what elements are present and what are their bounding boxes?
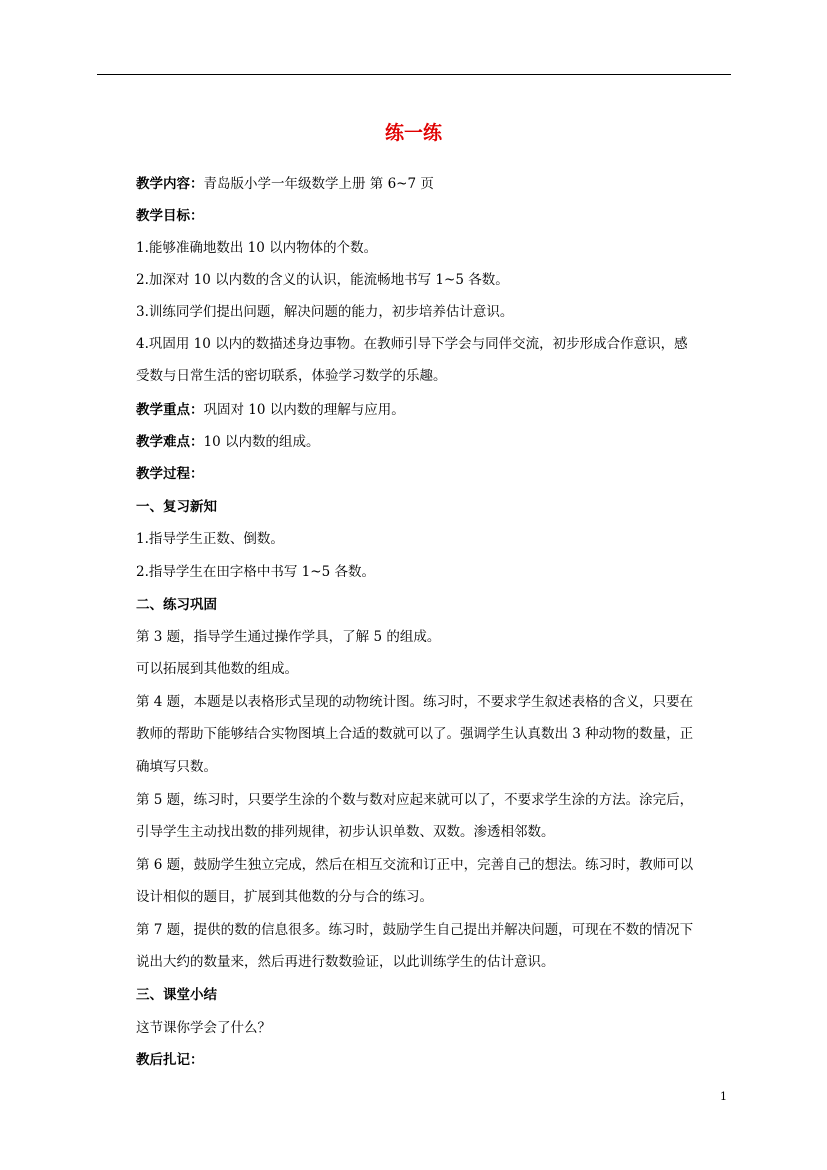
notes-heading: 教后扎记： bbox=[136, 1052, 204, 1068]
goal-item: 1.能够准确地数出 10 以内物体的个数。 bbox=[136, 240, 378, 256]
content-label: 教学内容： bbox=[136, 176, 204, 192]
key-point-label: 教学重点： bbox=[136, 402, 204, 418]
header-rule bbox=[97, 74, 731, 75]
key-point-value: 巩固对 10 以内数的理解与应用。 bbox=[203, 402, 405, 418]
document-title: 练一练 bbox=[384, 122, 442, 144]
process-heading: 教学过程： bbox=[136, 466, 204, 482]
section2-line: 教师的帮助下能够结合实物图填上合适的数就可以了。强调学生认真数出 3 种动物的数量，正 bbox=[136, 726, 694, 742]
section1-item: 2.指导学生在田字格中书写 1~5 各数。 bbox=[136, 564, 375, 580]
goal-item: 3.训练同学们提出问题，解决问题的能力，初步培养估计意识。 bbox=[136, 304, 514, 320]
difficulty-value: 10 以内数的组成。 bbox=[203, 434, 320, 450]
content-value: 青岛版小学一年级数学上册 第 6~7 页 bbox=[203, 176, 434, 192]
section2-line: 引导学生主动找出数的排列规律，初步认识单数、双数。渗透相邻数。 bbox=[136, 824, 555, 840]
goal-item: 2.加深对 10 以内数的含义的认识，能流畅地书写 1~5 各数。 bbox=[136, 272, 509, 288]
page-number: 1 bbox=[720, 1090, 727, 1103]
section2-line: 第 6 题，鼓励学生独立完成，然后在相互交流和订正中，完善自己的想法。练习时，教师可以 bbox=[136, 857, 694, 873]
section2-line: 说出大约的数量来，然后再进行数数验证，以此训练学生的估计意识。 bbox=[136, 954, 555, 970]
difficulty-line bbox=[136, 432, 736, 452]
goals-heading: 教学目标： bbox=[136, 208, 204, 224]
section2-line: 第 7 题，提供的数的信息很多。练习时，鼓励学生自己提出并解决问题，可现在不数的情况下 bbox=[136, 922, 694, 938]
section3-line: 这节课你学会了什么？ bbox=[136, 1020, 271, 1036]
section2-line: 第 5 题，练习时，只要学生涂的个数与数对应起来就可以了，不要求学生涂的方法。涂完后， bbox=[136, 792, 694, 808]
section2-line: 第 4 题，本题是以表格形式呈现的动物统计图。练习时，不要求学生叙述表格的含义，只要在 bbox=[136, 694, 694, 710]
goal-item-continued: 受数与日常生活的密切联系，体验学习数学的乐趣。 bbox=[136, 368, 447, 384]
section2-line: 确填写只数。 bbox=[136, 759, 217, 775]
section2-line: 第 3 题，指导学生通过操作学具，了解 5 的组成。 bbox=[136, 629, 441, 645]
section1-heading: 一、复习新知 bbox=[136, 499, 217, 515]
goal-item: 4.巩固用 10 以内的数描述身边事物。在教师引导下学会与同伴交流，初步形成合作意识，感 bbox=[136, 336, 688, 352]
section2-heading: 二、练习巩固 bbox=[136, 597, 217, 613]
section2-line: 可以拓展到其他数的组成。 bbox=[136, 661, 298, 677]
section3-heading: 三、课堂小结 bbox=[136, 987, 217, 1003]
section2-line: 设计相似的题目，扩展到其他数的分与合的练习。 bbox=[136, 889, 433, 905]
section1-item: 1.指导学生正数、倒数。 bbox=[136, 531, 284, 547]
content-line bbox=[136, 174, 736, 194]
key-point-line bbox=[136, 400, 736, 420]
difficulty-label: 教学难点： bbox=[136, 434, 204, 450]
